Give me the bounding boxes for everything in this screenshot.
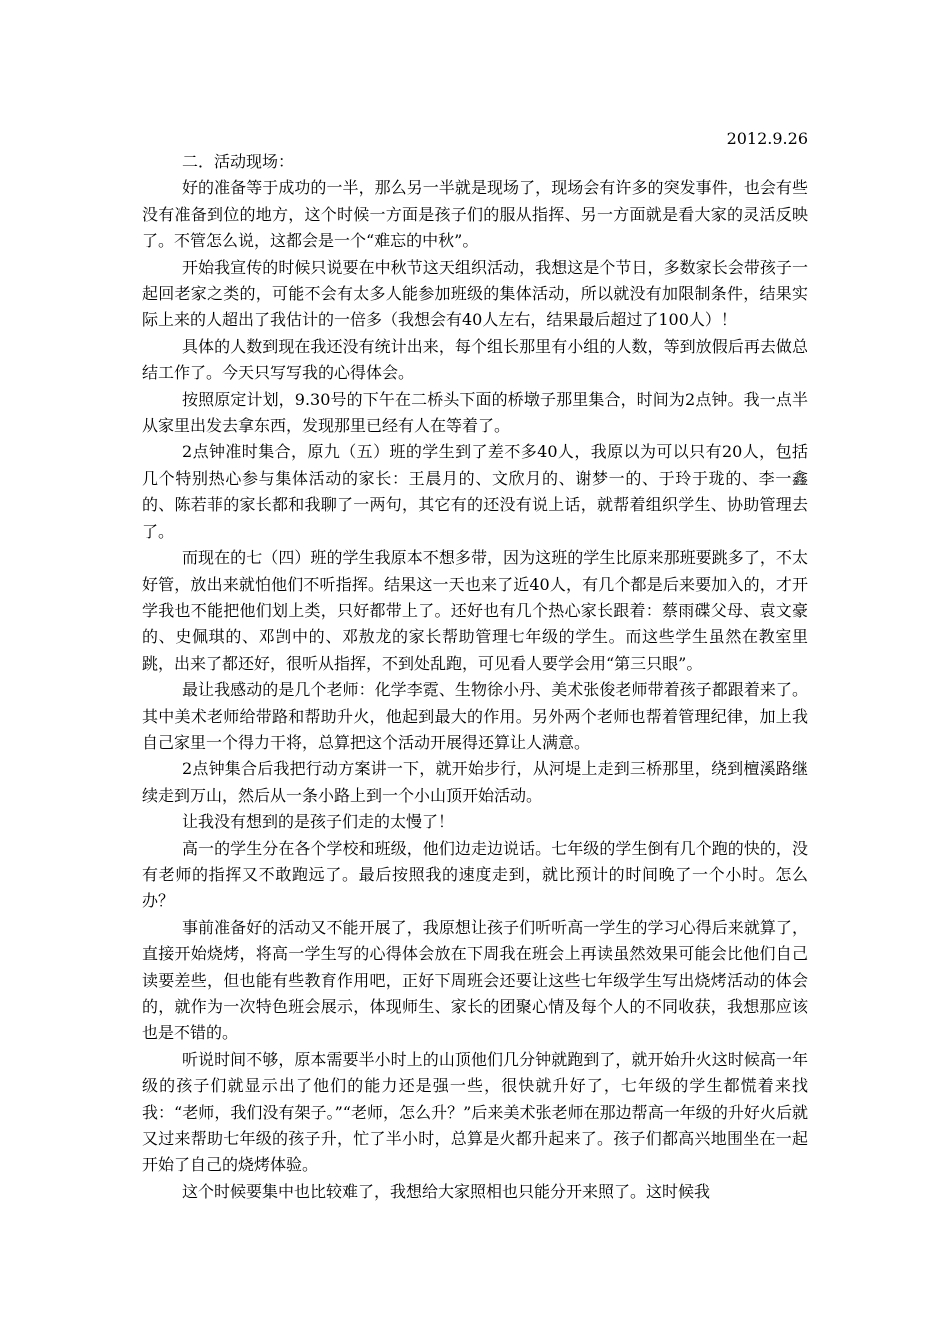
paragraph: 听说时间不够，原本需要半小时上的山顶他们几分钟就跑到了，就开始升火这时候高一年级的孩子们就显示出了他们的能力还是强一些，很快就升好了，七年级的学生都慌着来找我：“老师，我们没有架子。”“老师，怎么升？”后来美术张老师在那边帮高一年级的升好火后就又过来帮助七年级的孩子升，忙了半小时，总算是火都升起来了。孩子们都高兴地围坐在一起开始了自己的烧烤体验。 [142, 1049, 808, 1175]
document-body [142, 149, 808, 1205]
paragraph: 好的准备等于成功的一半，那么另一半就是现场了，现场会有许多的突发事件，也会有些没有准备到位的地方，这个时候一方面是孩子们的服从指挥、另一方面就是看大家的灵活反映了。不管怎么说，这都会是一个“难忘的中秋”。 [142, 178, 808, 251]
paragraph: 具体的人数到现在我还没有统计出来，每个组长那里有小组的人数，等到放假后再去做总结工作了。今天只写写我的心得体会。 [142, 336, 808, 383]
paragraph: 2点钟准时集合，原九（五）班的学生到了差不多40人，我原以为可以只有20人，包括几个特别热心参与集体活动的家长：王晨月的、文欣月的、谢梦一的、于玲于珑的、李一鑫的、陈若菲的家长都和我聊了一两句，其它有的还没有说上话，就帮着组织学生、协助管理去了。 [142, 442, 808, 541]
paragraph: 让我没有想到的是孩子们走的太慢了！ [182, 812, 455, 832]
paragraph: 开始我宣传的时候只说要在中秋节这天组织活动，我想这是个节日，多数家长会带孩子一起回老家之类的，可能不会有太多人能参加班级的集体活动，所以就没有加限制条件，结果实际上来的人超出了我估计的一倍多（我想会有40人左右，结果最后超过了100人）！ [142, 257, 808, 330]
paragraph: 事前准备好的活动又不能开展了，我原想让孩子们听听高一学生的学习心得后来就算了，直接开始烧烤，将高一学生写的心得体会放在下周我在班会上再读虽然效果可能会比他们自己读要差些，但也能有些教育作用吧，正好下周班会还要让这些七年级学生写出烧烤活动的体会的，就作为一次特色班会展示，体现师生、家长的团聚心情及每个人的不同收获，我想那应该也是不错的。 [142, 917, 808, 1043]
document-date: 2012.9.26 [726, 129, 808, 148]
paragraph: 而现在的七（四）班的学生我原本不想多带，因为这班的学生比原来那班要跳多了，不太好管，放出来就怕他们不听指挥。结果这一天也来了近40人，有几个都是后来要加入的，才开学我也不能把他们划上类，只好都带上了。还好也有几个热心家长跟着：蔡雨碟父母、袁文豪的、史佩琪的、邓剀中的、邓敖龙的家长帮助管理七年级的学生。而这些学生虽然在教室里跳，出来了都还好，很听从指挥，不到处乱跑，可见看人要学会用“第三只眼”。 [142, 548, 808, 673]
section-heading: 二．活动现场： [182, 152, 295, 171]
paragraph: 按照原定计划，9.30号的下午在二桥头下面的桥墩子那里集合，时间为2点钟。我一点半从家里出发去拿东西，发现那里已经有人在等着了。 [142, 389, 808, 436]
paragraph: 高一的学生分在各个学校和班级，他们边走边说话。七年级的学生倒有几个跑的快的，没有老师的指挥又不敢跑远了。最后按照我的速度走到，就比预计的时间晚了一个小时。怎么办？ [142, 838, 808, 911]
paragraph: 这个时候要集中也比较难了，我想给大家照相也只能分开来照了。这时候我 [182, 1181, 711, 1201]
paragraph: 最让我感动的是几个老师：化学李霓、生物徐小丹、美术张俊老师带着孩子都跟着来了。其中美术老师给带路和帮助升火，他起到最大的作用。另外两个老师也帮着管理纪律，加上我自己家里一个得力干将，总算把这个活动开展得还算让人满意。 [142, 680, 808, 752]
paragraph: 2点钟集合后我把行动方案讲一下，就开始步行，从河堤上走到三桥那里，绕到檀溪路继续走到万山，然后从一条小路上到一个小山顶开始活动。 [142, 759, 808, 805]
